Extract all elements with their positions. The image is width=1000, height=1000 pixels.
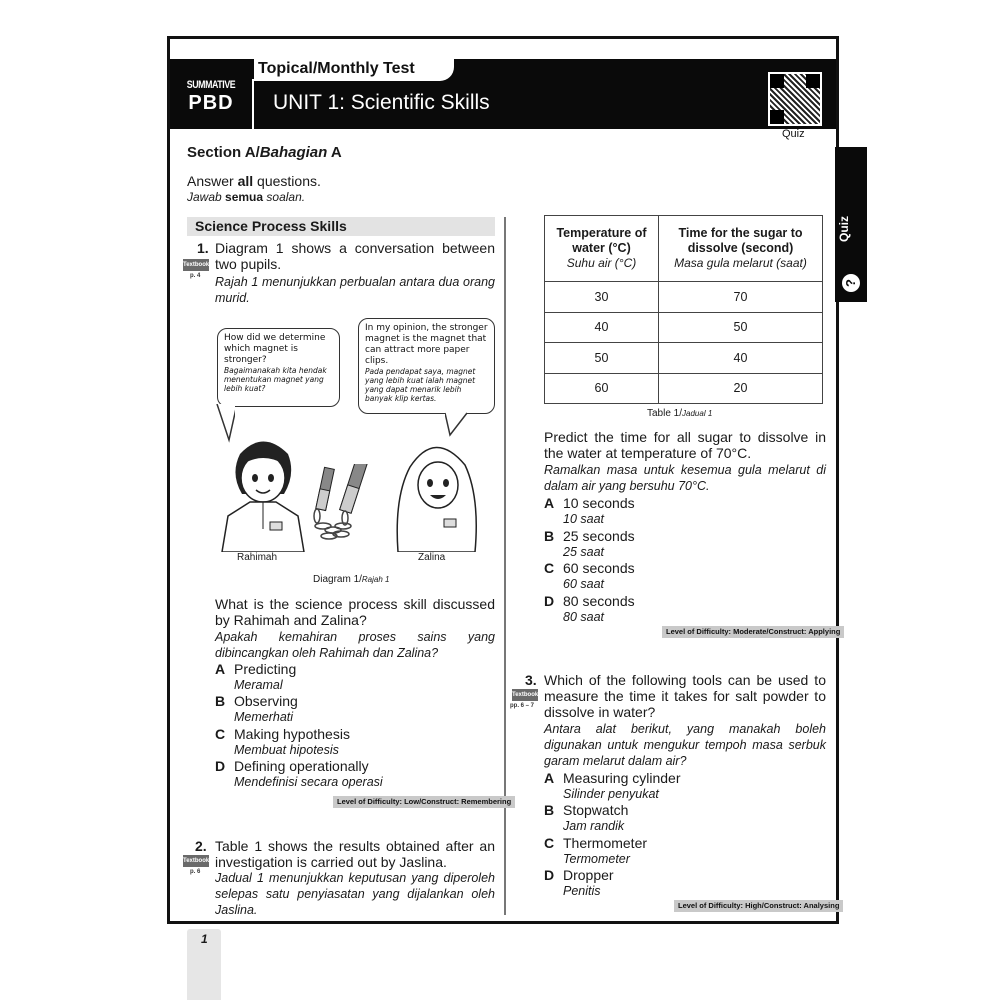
diagram-caption: Diagram 1/Rajah 1 [313,574,390,585]
question-2-number: 2. [195,838,207,854]
table-header-time: Time for the sugar to dissolve (second) Masa gula melarut (saat) [659,216,823,282]
series-small-label: SUMMATIVE [186,79,236,91]
difficulty-badge: Level of Difficulty: Moderate/Construct: Applying [662,626,844,638]
qr-label: Quiz [782,128,805,140]
test-type-tab [254,59,454,81]
page-number: 1 [201,932,208,946]
table-cell: 50 [659,312,823,343]
table-cell: 60 [545,373,659,404]
table-cell: 20 [659,373,823,404]
quiz-tab-label: Quiz [837,216,851,242]
question-1-my: Apakah kemahiran proses sains yang dibincangkan oleh Rahimah dan Zalina? [215,630,495,660]
question-1-number: 1. [197,240,209,256]
question-1-stem-en: Diagram 1 shows a conversation between two pupils. [215,240,495,272]
header-separator [252,79,254,129]
page-ref: p. 4 [190,273,201,279]
page-ref: pp. 6 – 7 [510,703,535,709]
section-title: Section A/Bahagian A [187,144,342,161]
textbook-badge-icon: Textbook [183,855,209,867]
table-row [545,373,823,404]
table-cell: 40 [545,312,659,343]
zalina-illustration-icon [390,437,485,552]
header-band [170,59,836,129]
results-table [544,215,823,404]
page-ref: p. 6 [190,869,201,875]
figure-name-rahimah: Rahimah [237,552,278,563]
question-2-my: Ramalkan masa untuk kesemua gula melarut di dalam air yang bersuhu 70°C. [544,463,826,493]
table-header-temperature: Temperature of water (°C) Suhu air (°C) [545,216,659,282]
figure-name-zalina: Zalina [418,552,446,563]
series-big-label: PBD [188,92,234,114]
quiz-side-tab[interactable] [835,147,867,302]
table-cell: 40 [659,343,823,374]
instruction-my: Jawab semua soalan. [187,190,306,204]
speech-bubble-zalina: In my opinion, the stronger magnet is the magnet that can attract more paper clips. Pada pendapat saya, magnet yang lebih kuat ialah magnet yang dapat menarik lebih banyak klip kertas. [358,318,495,414]
test-type-label: Topical/Monthly Test [258,60,415,77]
question-2-stem-my: Jadual 1 menunjukkan keputusan yang diperoleh selepas satu penyiasatan yang dijalankan oleh Jaslina. [215,871,495,917]
table-header-row [545,216,823,282]
table-row [545,282,823,313]
table-row [545,312,823,343]
question-2-stem-en: Table 1 shows the results obtained after an investigation is carried out by Jaslina. [215,838,495,870]
question-2-en: Predict the time for all sugar to dissolve in the water at temperature of 70°C. [544,429,826,461]
page-number-tab [187,929,221,1000]
topic-label: Science Process Skills [195,218,347,234]
difficulty-badge: Level of Difficulty: High/Construct: Analysing [674,900,843,912]
instruction-en: Answer all questions. [187,173,321,189]
table-cell: 30 [545,282,659,313]
question-3-stem-en: Which of the following tools can be used to measure the time it takes for salt powder to dissolve in water? [544,672,826,720]
worksheet-page: SUMMATIVE PBD Topical/Monthly Test UNIT 1: Scientific Skills Quiz Section A/Bahagian A Answer all questions. Jawab semua soalan. Science Process Skills 1. Textbook p. 4 Diagram 1 shows a conversation between two pupils. Rajah 1 menunjukkan perbualan antara dua orang murid. How did we determine which magnet is stronger? Bagaimanakah kita hendak menentukan magnet yang lebih kuat? In my opinion, the stronger magnet is the magnet that can attract more paper clips. Pada pendapat saya, magnet yang lebih kuat ialah magnet yang dapat menarik lebih banyak klip kertas. Rahimah Zalina Diagram 1/Rajah 1 What is the science process skill discussed by Rahimah and Zalina? Apakah kemahiran proses sains yang dibincangkan oleh Rahimah dan Zalina? A Predicting Meramal B Observing Memerhati C Making hypothesis Membuat hipotesis D Defining operationally Mendefinisi secara operasi Level of Difficulty: Low/Construct: Remembering 2. Textbook p. 6 Table 1 shows the results obtained after an investigation is carried out by Jaslina. Jadual 1 menunjukkan keputusan yang diperoleh selepas satu penyiasatan yang dijalankan oleh Jaslina. Temperature of water (°C) Suhu air (°C) Time for the sugar to dissolve (second) Masa gula melarut (saat) 30 70 40 50 50 40 60 20 Table 1/Jadual 1 Predict the time for all sugar to dissolve in the water at temperature of 70°C. Ramalkan masa untuk kesemua gula melarut di dalam air yang bersuhu 70°C. A 10 seconds 10 saat B 25 seconds 25 saat C 60 seconds 60 saat D 80 seconds 80 saat Level of Difficulty: Moderate/Construct: Applying 3. Textbook pp. 6 – 7 Which of the following tools can be used to measure the time it takes for salt powder to dissolve in water? Antara alat berikut, yang manakah boleh digunakan untuk mengukur tempoh masa serbuk garam melarut dalam air? A Measuring cylinder Silinder penyukat B Stopwatch Jam randik C Thermometer Termometer D Dropper Penitis Level of Difficulty: High/Construct: Analysing [167,36,839,924]
textbook-badge-icon: Textbook [512,689,538,701]
unit-title: UNIT 1: Scientific Skills [273,91,490,114]
topic-bar [187,217,495,236]
speech-bubble-rahimah: How did we determine which magnet is stronger? Bagaimanakah kita hendak menentukan magnet yang lebih kuat? [217,328,340,407]
difficulty-badge: Level of Difficulty: Low/Construct: Remembering [333,796,515,808]
column-divider [504,217,506,915]
question-3-number: 3. [525,672,537,688]
table-cell: 70 [659,282,823,313]
magnets-and-clips-icon [305,464,375,544]
rahimah-illustration-icon [218,434,308,552]
question-3-stem-my: Antara alat berikut, yang manakah boleh digunakan untuk mengukur tempoh masa serbuk garam melarut dalam air? [544,722,826,768]
textbook-badge-icon: Textbook [183,259,209,271]
series-logo [170,59,252,129]
qr-code-icon[interactable] [768,72,822,126]
table-row [545,343,823,374]
table-cell: 50 [545,343,659,374]
question-1-stem-my: Rajah 1 menunjukkan perbualan antara dua orang murid. [215,275,495,305]
question-1-en: What is the science process skill discussed by Rahimah and Zalina? [215,596,495,628]
question-circle-icon: ? [842,274,860,292]
table-caption: Table 1/Jadual 1 [647,408,713,419]
